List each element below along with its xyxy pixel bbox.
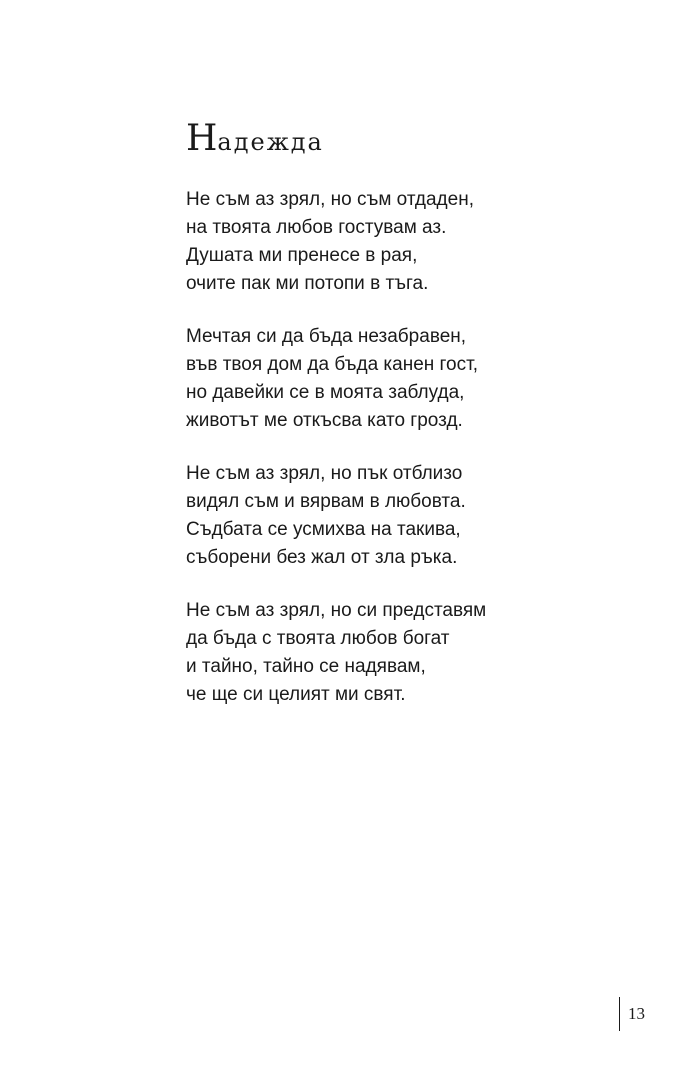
poem-title (186, 118, 324, 159)
poem-line: очите пак ми потопи в тъга. (186, 273, 429, 294)
poem-title-rest: адежда (217, 128, 324, 156)
stanza-2 (186, 323, 606, 435)
poem-line: животът ме откъсва като грозд. (186, 410, 463, 431)
poem-line: Не съм аз зрял, но пък отблизо (186, 463, 463, 484)
poem-body (186, 186, 606, 734)
poem-line: но давейки се в моята заблуда, (186, 382, 465, 403)
poem-line: да бъда с твоята любов богат (186, 628, 450, 649)
poem-line: Съдбата се усмихва на такива, (186, 519, 461, 540)
poem-line: Не съм аз зрял, но си представям (186, 600, 487, 621)
poem-line: видял съм и вярвам в любовта. (186, 491, 466, 512)
page-number-divider (619, 997, 620, 1031)
page-footer (619, 997, 645, 1031)
stanza-1 (186, 186, 606, 298)
stanza-3 (186, 460, 606, 572)
stanza-4 (186, 597, 606, 709)
poem-line: и тайно, тайно се надявам, (186, 656, 426, 677)
poem-line: съборени без жал от зла ръка. (186, 547, 458, 568)
page-number: 13 (628, 1004, 645, 1023)
poem-line: на твоята любов гостувам аз. (186, 217, 447, 238)
poem-line: Мечтая си да бъда незабравен, (186, 326, 467, 347)
poem-line: че ще си целият ми свят. (186, 684, 406, 705)
poem-line: във твоя дом да бъда канен гост, (186, 354, 478, 375)
poem-title-initial: Н (186, 118, 218, 159)
poem-line: Душата ми пренесе в рая, (186, 245, 418, 266)
poem-line: Не съм аз зрял, но съм отдаден, (186, 189, 474, 210)
